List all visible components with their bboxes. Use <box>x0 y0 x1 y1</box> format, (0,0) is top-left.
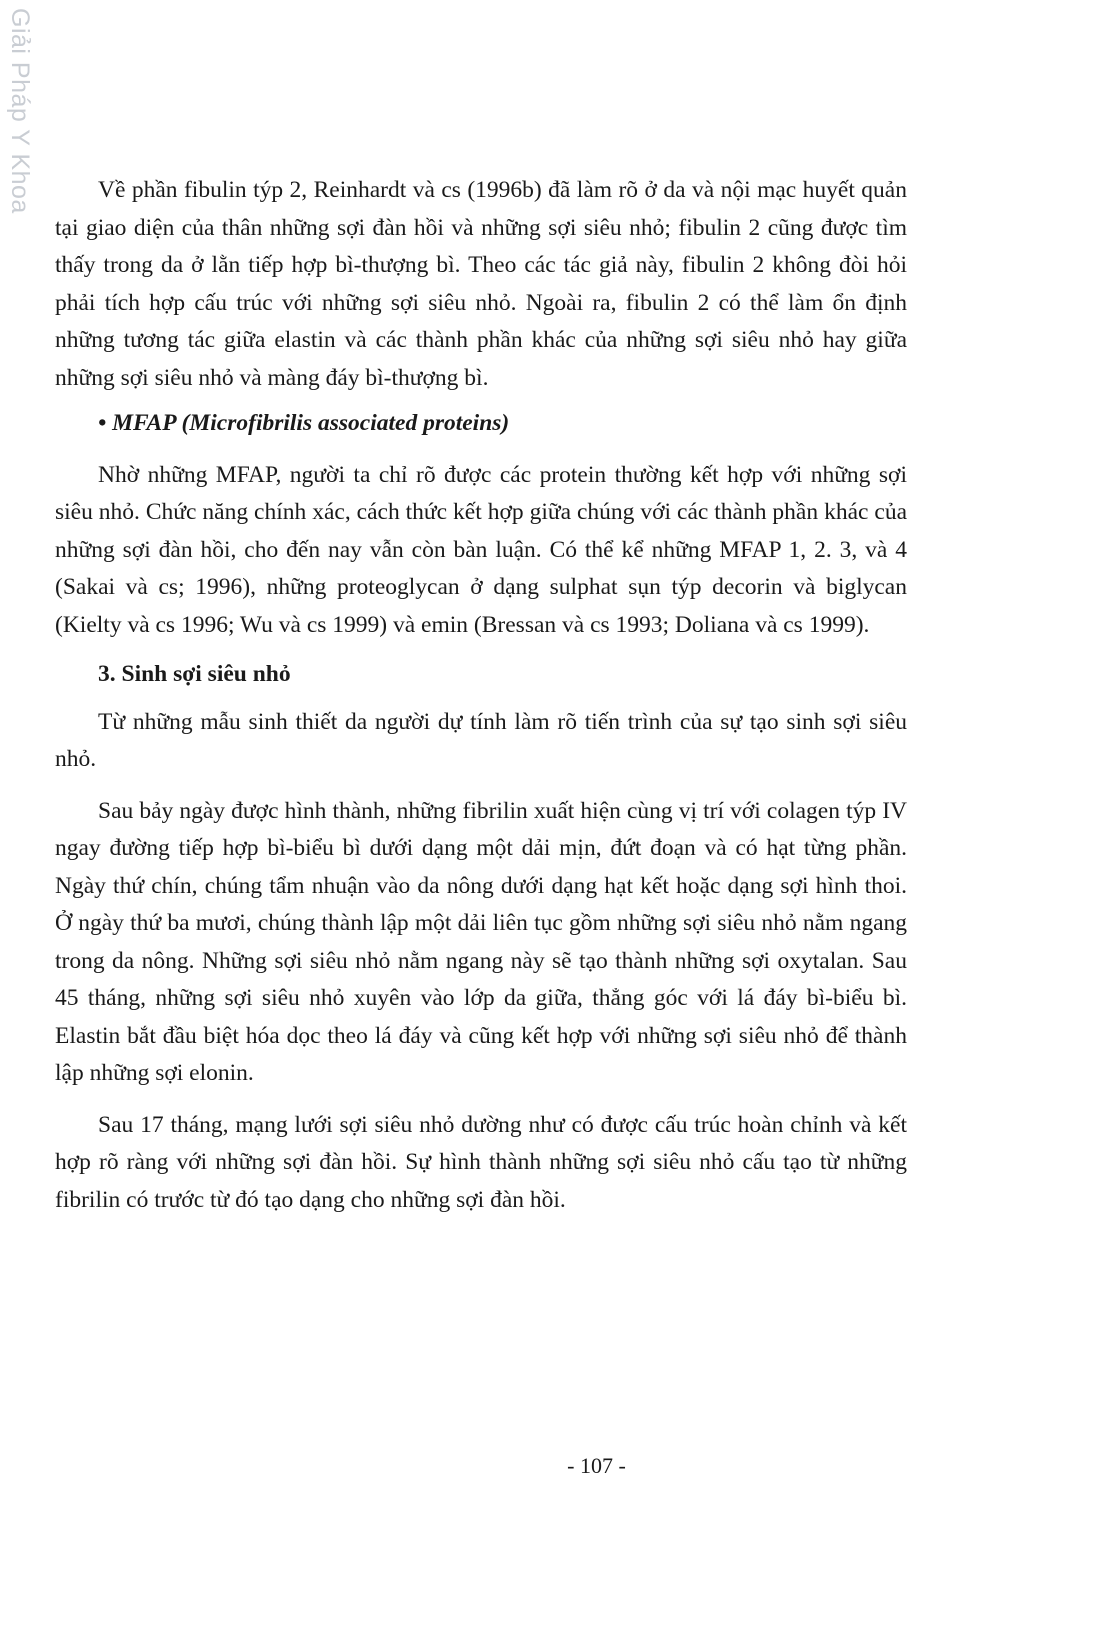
bullet-heading-mfap: • MFAP (Microfibrilis associated proteins) <box>98 410 510 436</box>
paragraph-mfap: Nhờ những MFAP, người ta chỉ rõ được các protein thường kết hợp với những sợi siêu nhỏ. Chức năng chính xác, cách thức kết hợp giữa chúng với các thành phần khác của những sợi đàn hồi, cho đến nay vẫn còn bàn luận. Có thể kể những MFAP 1, 2. 3, và 4 (Sakai và cs; 1996), những proteoglycan ở dạng sulphat sụn týp decorin và biglycan (Kielty và cs 1996; Wu và cs 1999) và emin (Bressan và cs 1993; Doliana và cs 1999). <box>55 461 907 638</box>
page-number: - 107 - <box>567 1453 626 1478</box>
paragraph-biopsy: Từ những mẫu sinh thiết da người dự tính làm rõ tiến trình của sự tạo sinh sợi siêu nhỏ. <box>55 708 907 772</box>
paragraph-network: Sau 17 tháng, mạng lưới sợi siêu nhỏ dường như có được cấu trúc hoàn chỉnh và kết hợp rõ ràng với những sợi đàn hồi. Sự hình thành những sợi siêu nhỏ cấu tạo từ những fibrilin có trước từ đó tạo dạng cho những sợi đàn hồi. <box>55 1111 907 1213</box>
paragraph-fibrilin-timeline: Sau bảy ngày được hình thành, những fibrilin xuất hiện cùng vị trí với colagen týp IV ngay đường tiếp hợp bì-biểu bì dưới dạng một dải mịn, đứt đoạn và có hạt từng phần. Ngày thứ chín, chúng tẩm nhuận vào da nông dưới dạng hạt kết hoặc dạng sợi hình thoi. Ở ngày thứ ba mươi, chúng thành lập một dải liên tục gồm những sợi siêu nhỏ nằm ngang trong da nông. Những sợi siêu nhỏ nằm ngang này sẽ tạo thành những sợi oxytalan. Sau 45 tháng, những sợi siêu nhỏ xuyên vào lớp da giữa, thẳng góc với lá đáy bì-biểu bì. Elastin bắt đầu biệt hóa dọc theo lá đáy và cũng kết hợp với những sợi siêu nhỏ để thành lập những sợi elonin. <box>55 797 907 1086</box>
section-heading: 3. Sinh sợi siêu nhỏ <box>98 661 291 687</box>
watermark-text: Giải Pháp Y Khoa <box>6 8 34 214</box>
paragraph-fibulin-2: Về phần fibulin týp 2, Reinhardt và cs (1996b) đã làm rõ ở da và nội mạc huyết quản tại giao diện của thân những sợi đàn hồi và những sợi siêu nhỏ; fibulin 2 cũng được tìm thấy trong da ở lằn tiếp hợp bì-thượng bì. Theo các tác giả này, fibulin 2 không đòi hỏi phải tích hợp cấu trúc với những sợi siêu nhỏ. Ngoài ra, fibulin 2 có thể làm ổn định những tương tác giữa elastin và các thành phần khác của những sợi siêu nhỏ hay giữa những sợi siêu nhỏ và màng đáy bì-thượng bì. <box>55 177 907 391</box>
page-body <box>55 172 907 1219</box>
